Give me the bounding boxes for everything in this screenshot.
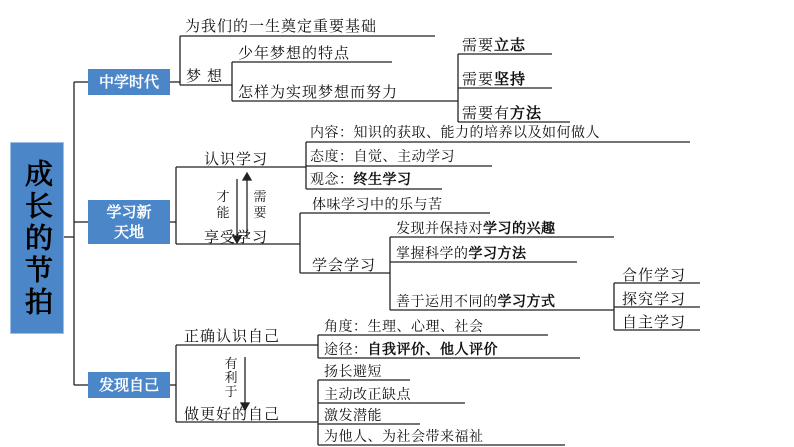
need-emph: 坚持 (494, 70, 527, 88)
root-label: 成长的节拍 (21, 159, 54, 319)
section-label-learning-2: 天地 (113, 223, 144, 241)
node-interest (396, 220, 556, 238)
concept-emph: 终生学习 (353, 172, 412, 188)
node-self-directed: 自主学习 (622, 313, 687, 331)
node-wellbeing: 为他人、为社会带来福祉 (324, 429, 484, 445)
need-prefix: 需要 (462, 36, 495, 54)
section-box-middle-school (88, 69, 170, 95)
node-angle: 角度：生理、心理、社会 (324, 319, 484, 335)
interest-prefix: 发现并保持对 (396, 221, 483, 237)
node-concept (310, 171, 412, 189)
node-dream: 梦想 (186, 67, 229, 85)
style-prefix: 善于运用不同的 (396, 294, 498, 310)
need-emph: 方法 (510, 104, 543, 122)
need-emph: 立志 (494, 36, 527, 54)
node-foundation: 为我们的一生奠定重要基础 (185, 17, 378, 35)
node-better-self: 做更好的自己 (184, 405, 281, 423)
arrow-label-beneficial: 有 利 于 (224, 357, 238, 400)
node-need-persist (462, 70, 526, 88)
node-need-method (462, 104, 542, 122)
arrow-label-need: 需 要 (253, 190, 267, 221)
node-strengths: 扬长避短 (324, 364, 382, 380)
section-label-discover-self: 发现自己 (98, 376, 159, 394)
node-know-self: 正确认识自己 (184, 327, 281, 345)
node-dream-effort: 怎样为实现梦想而努力 (238, 83, 399, 101)
node-style (396, 293, 556, 311)
section-label-middle-school: 中学时代 (98, 73, 159, 91)
node-method (396, 245, 527, 263)
node-enjoy-learning: 享受学习 (204, 228, 269, 246)
method-emph: 学习方法 (468, 246, 527, 262)
node-way (324, 341, 498, 359)
way-emph: 自我评价、他人评价 (367, 342, 498, 358)
way-prefix: 途径： (324, 342, 368, 358)
node-dream-traits: 少年梦想的特点 (238, 44, 351, 62)
method-prefix: 掌握科学的 (396, 246, 469, 262)
interest-emph: 学习的兴趣 (483, 221, 556, 237)
section-box-learning (88, 200, 170, 244)
node-cooperative: 合作学习 (622, 266, 687, 284)
arrow-label-ability: 才 能 (216, 190, 230, 221)
node-potential: 激发潜能 (324, 408, 382, 424)
need-prefix: 需要 (462, 70, 495, 88)
node-correct-faults: 主动改正缺点 (324, 387, 411, 403)
node-need-ambition (462, 36, 526, 54)
node-recognize-learning: 认识学习 (204, 150, 269, 168)
section-label-learning-1: 学习新 (106, 203, 152, 221)
node-learn-to-learn: 学会学习 (312, 256, 377, 274)
style-emph: 学习方式 (497, 294, 556, 310)
need-prefix: 需要有 (462, 104, 511, 122)
node-content: 内容：知识的获取、能力的培养以及如何做人 (310, 125, 600, 141)
section-box-discover-self (88, 372, 170, 398)
node-attitude: 态度：自觉、主动学习 (310, 149, 455, 165)
concept-prefix: 观念： (310, 172, 354, 188)
node-joy-bitter: 体味学习中的乐与苦 (312, 197, 443, 213)
node-inquiry: 探究学习 (622, 290, 687, 308)
root-node (10, 142, 64, 334)
